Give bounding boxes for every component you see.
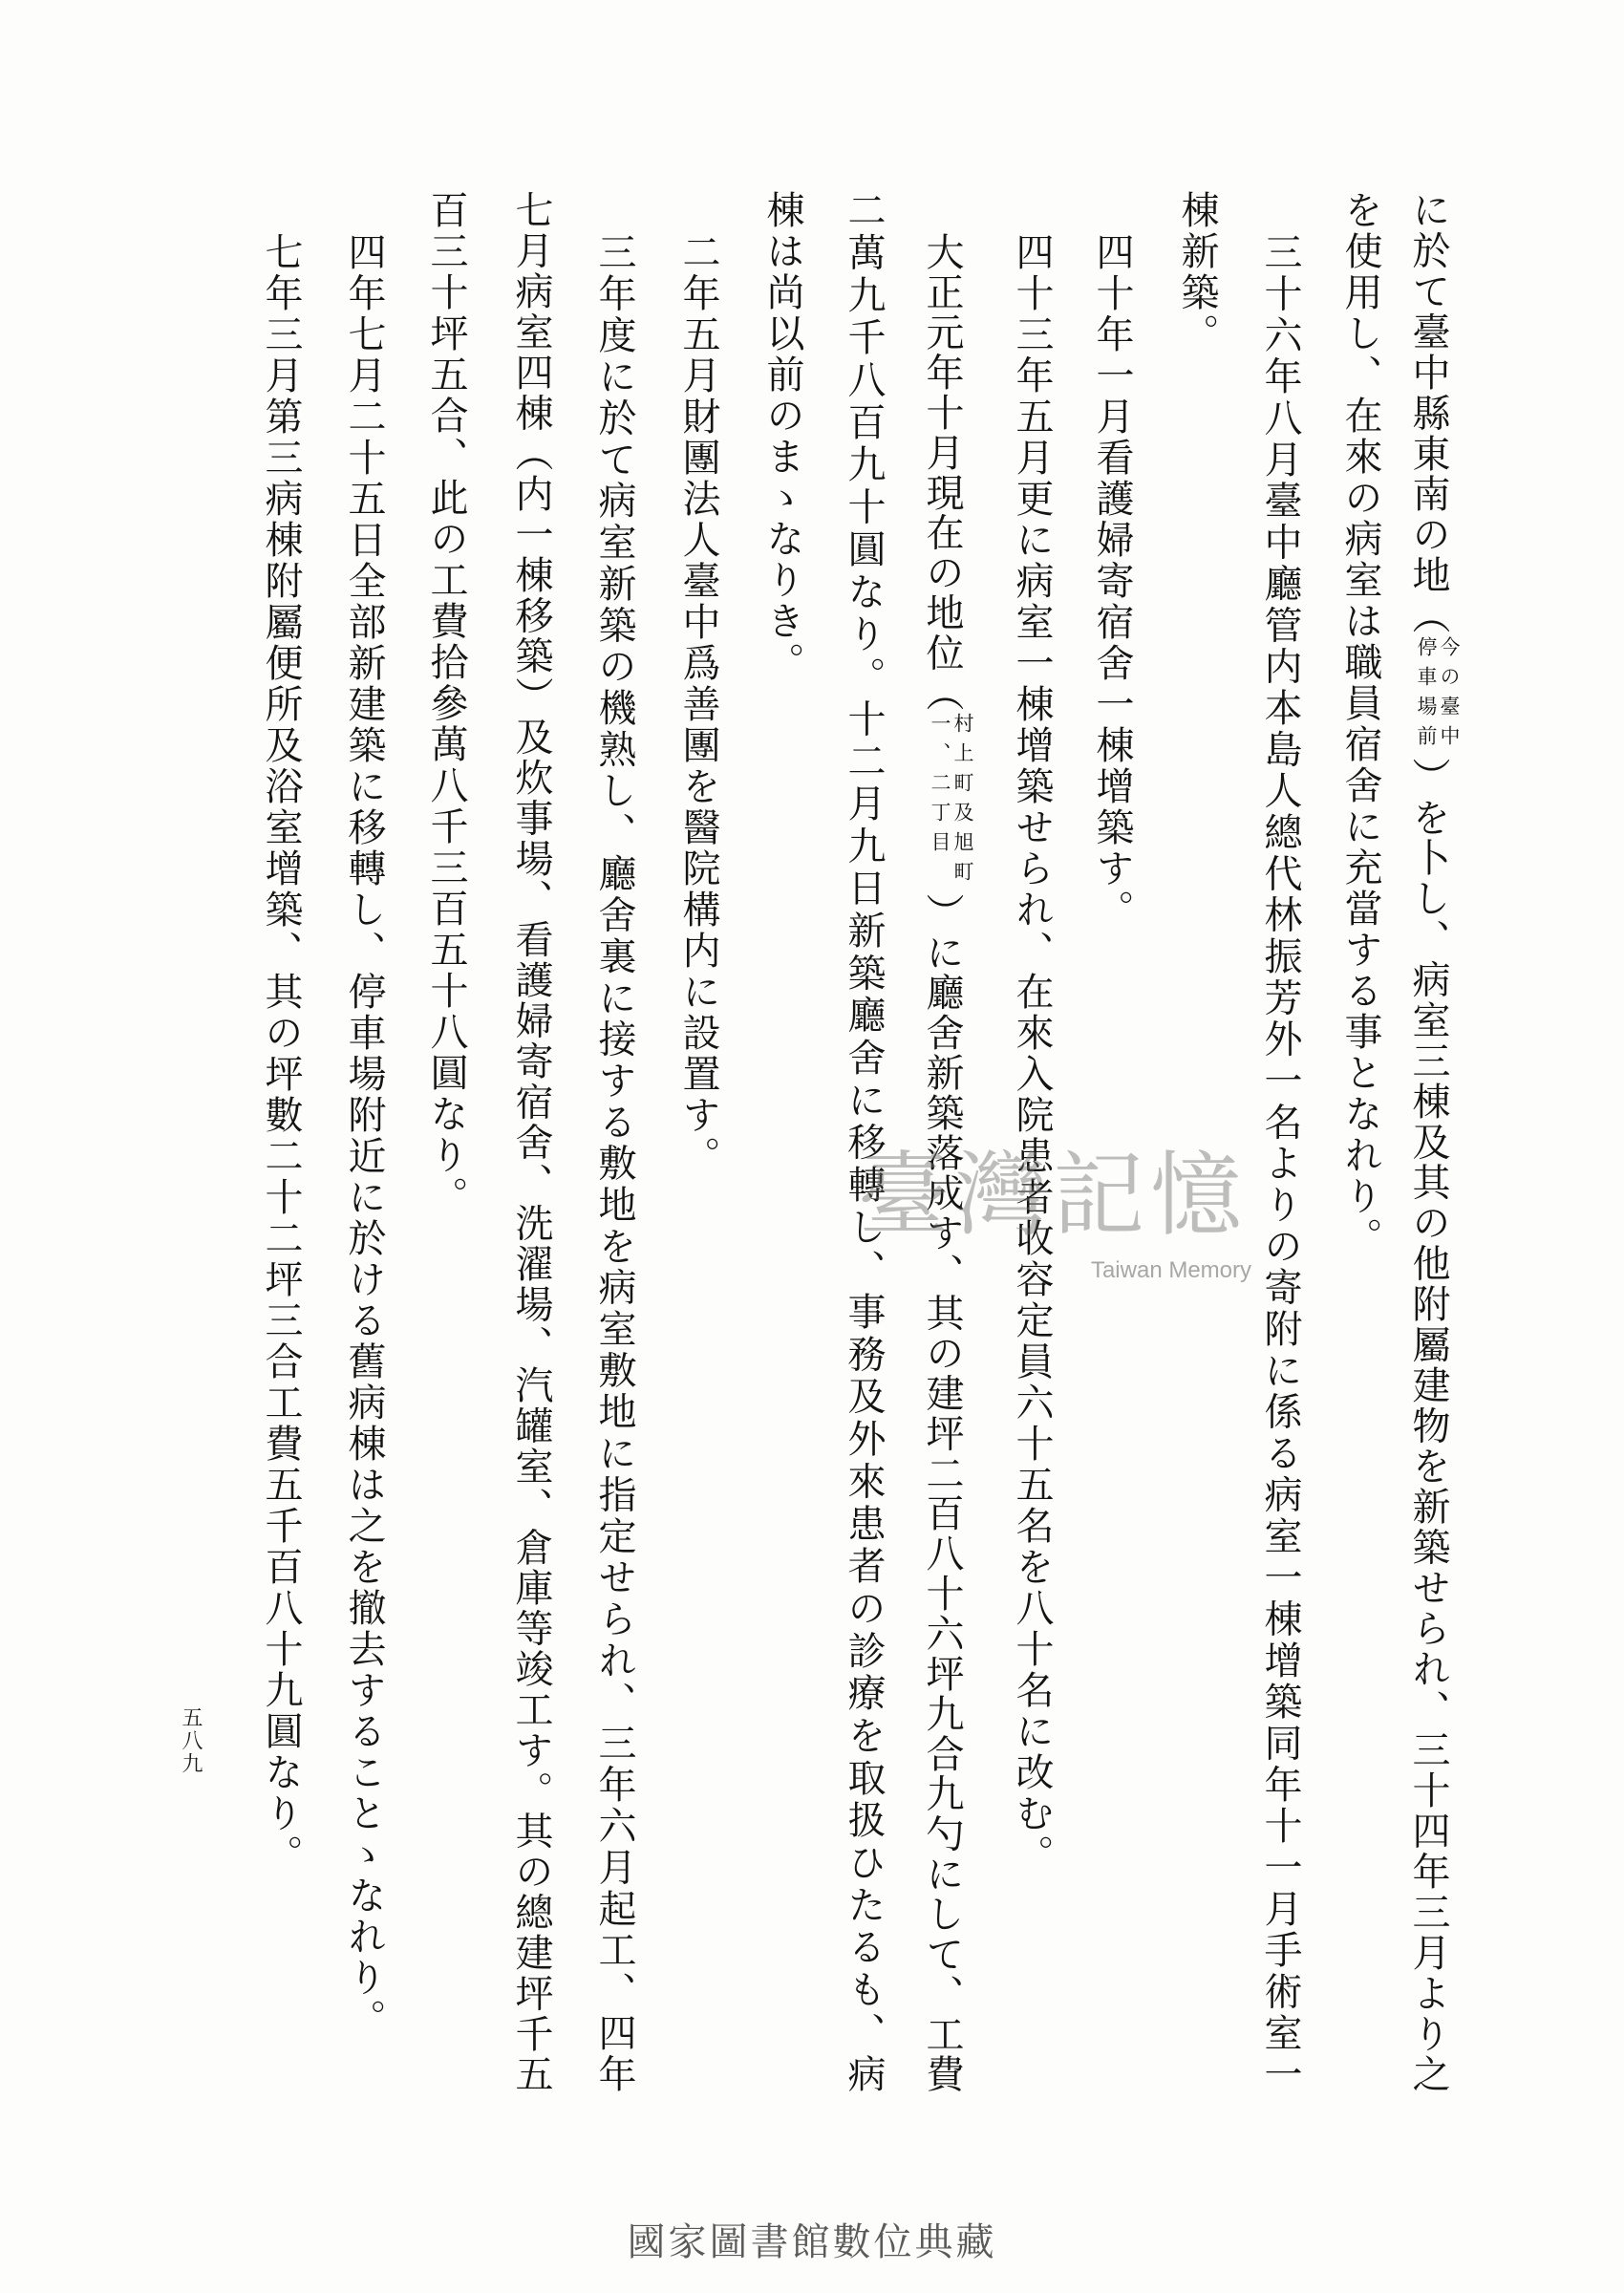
text-column-5: 四十年一月看護婦寄宿舍一棟增築す。	[1090, 232, 1134, 931]
column-text-before-note: に於て臺中縣東南の地（	[1406, 190, 1450, 636]
text-column-6: 四十三年五月更に病室一棟增築せられ、在來入院患者收容定員六十五名を八十名に改む。	[1010, 232, 1054, 1875]
text-column-10: 二年五月財團法人臺中爲善團を醫院構内に設置す。	[676, 232, 720, 1177]
watermark-title: 臺灣記憶	[858, 1142, 1248, 1249]
text-column-4: 棟新築。	[1175, 190, 1219, 354]
text-column-11: 三年度に於て病室新築の機熟し、廳舍裏に接する敷地を病室敷地に指定せられ、三年六月起工、四年	[592, 232, 636, 2092]
inline-note-line: 停車場前	[1415, 635, 1438, 755]
watermark-subtitle: Taiwan Memory	[1090, 1257, 1251, 1283]
inline-note	[1415, 636, 1461, 755]
text-column-13: 百三十坪五合、此の工費拾參萬八千三百五十八圓なり。	[424, 190, 468, 1217]
text-column-1	[1407, 190, 1461, 2092]
text-column-14: 四年七月二十五日全部新建築に移轉し、停車場附近に於ける舊病棟は之を撤去することゝなれり。	[342, 232, 386, 2040]
inline-note	[929, 713, 974, 890]
column-text-before-note: 大正元年十月現在の地位（	[920, 232, 964, 714]
text-column-15: 七年三月第三病棟附屬便所及浴室增築、其の坪數二十二坪三合工費五千百八十九圓なり。	[259, 232, 303, 1875]
archive-footer: 國家圖書館數位典藏	[627, 2220, 997, 2264]
page-number: 五八九	[179, 1706, 203, 1775]
text-column-2: を使用し、在來の病室は職員宿舍に充當する事となれり。	[1338, 190, 1382, 1258]
text-column-7	[921, 232, 974, 2092]
column-text-after-note: ）を卜し、病室三棟及其の他附屬建物を新築せられ、三十四年三月より之	[1406, 754, 1450, 2093]
text-column-12: 七月病室四棟（内一棟移築）及炊事場、看護婦寄宿舍、洗濯場、汽罐室、倉庫等竣工す。其の總建坪千五	[509, 190, 553, 2093]
text-column-3: 三十六年八月臺中廳管内本島人總代林振芳外一名よりの寄附に係る病室一棟增築同年十一月手術室一	[1258, 232, 1302, 2093]
text-column-9: 棟は尚以前のまゝなりき。	[760, 190, 804, 683]
column-text-after-note: ）に廳舍新築落成す、其の建坪二百八十六坪九合九勺にして、工費	[920, 890, 964, 2093]
inline-note-line: 一、二丁目	[929, 713, 951, 862]
inline-note-line: 今の臺中	[1438, 635, 1461, 755]
inline-note-line: 村上町及旭町	[951, 713, 974, 891]
text-column-8: 二萬九千八百九十圓なり。十二月九日新築廳舍に移轉し、事務及外來患者の診療を取扱ひたるも、病	[842, 190, 886, 2092]
